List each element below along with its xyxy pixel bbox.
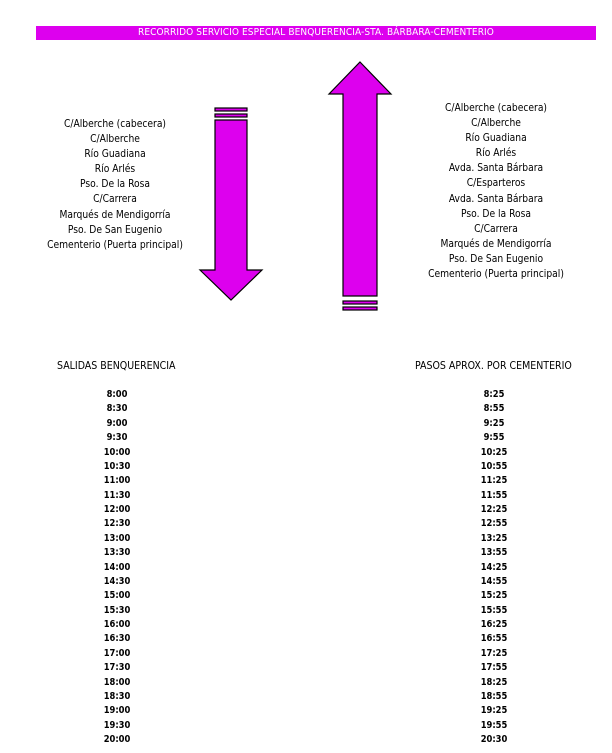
cemetery-times <box>473 388 515 747</box>
departure-time: 20:00 <box>103 734 131 745</box>
cemetery-pass-time: 18:55 <box>480 690 508 702</box>
route-stop: Marqués de Mendigorría <box>59 209 171 221</box>
departure-time: 15:00 <box>103 590 131 602</box>
cemetery-pass-time: 15:25 <box>480 590 508 602</box>
route-up-stops <box>420 101 572 282</box>
route-stop: C/Carrera <box>93 194 137 206</box>
cemetery-pass-time: 17:25 <box>480 647 508 659</box>
route-stop: Río Arlés <box>94 164 136 176</box>
cemetery-heading: PASOS APROX. POR CEMENTERIO <box>415 360 572 372</box>
cemetery-pass-time: 12:25 <box>480 504 508 515</box>
route-stop: Cementerio (Puerta principal) <box>428 269 564 281</box>
departure-time: 18:30 <box>103 690 131 702</box>
route-stop: Avda. Santa Bárbara <box>448 163 544 175</box>
departure-time: 11:00 <box>103 475 131 487</box>
departure-time: 14:30 <box>103 575 131 587</box>
cemetery-pass-time: 12:55 <box>480 518 508 530</box>
cemetery-pass-time: 17:55 <box>480 662 508 674</box>
departures-heading: SALIDAS BENQUERENCIA <box>57 360 176 372</box>
cemetery-pass-time: 19:25 <box>480 705 508 717</box>
route-stop: Marqués de Mendigorría <box>440 238 552 250</box>
cemetery-pass-time: 9:25 <box>483 417 505 429</box>
departure-time: 8:00 <box>106 389 128 400</box>
departure-time: 12:00 <box>103 504 131 515</box>
cemetery-pass-time: 15:55 <box>480 604 508 616</box>
departure-time: 8:30 <box>106 403 128 415</box>
route-stop: C/Alberche <box>90 134 140 146</box>
route-stop: Cementerio (Puerta principal) <box>47 239 183 251</box>
departure-time: 16:30 <box>103 633 131 645</box>
departure-time: 12:30 <box>103 518 131 530</box>
departure-time: 13:30 <box>103 547 131 559</box>
cemetery-pass-time: 8:25 <box>483 389 505 400</box>
route-stop: Río Guadiana <box>465 133 527 145</box>
route-stop: Pso. De la Rosa <box>461 208 531 220</box>
departure-time: 10:00 <box>103 446 131 458</box>
route-stop: Río Guadiana <box>84 149 146 161</box>
cemetery-pass-time: 20:30 <box>480 734 508 745</box>
departure-time: 9:00 <box>106 417 128 429</box>
departure-time: 10:30 <box>103 460 131 472</box>
cemetery-pass-time: 16:25 <box>480 619 508 630</box>
route-stop: Avda. Santa Bárbara <box>448 193 544 205</box>
cemetery-pass-time: 10:55 <box>480 460 508 472</box>
departures-times <box>96 388 138 747</box>
route-stop: Pso. De San Eugenio <box>67 224 163 236</box>
route-stop: Pso. De San Eugenio <box>448 253 544 265</box>
departure-time: 9:30 <box>106 432 128 444</box>
cemetery-pass-time: 8:55 <box>483 403 505 415</box>
departure-time: 13:00 <box>103 532 131 544</box>
cemetery-pass-time: 18:25 <box>480 676 508 688</box>
cemetery-pass-time: 16:55 <box>480 633 508 645</box>
route-stop: C/Esparteros <box>466 178 526 190</box>
departure-time: 17:00 <box>103 647 131 659</box>
route-stop: C/Carrera <box>474 223 518 235</box>
cemetery-pass-time: 14:55 <box>480 575 508 587</box>
departure-time: 11:30 <box>103 489 131 501</box>
cemetery-pass-time: 13:25 <box>480 532 508 544</box>
departure-time: 19:00 <box>103 705 131 717</box>
departure-time: 19:30 <box>103 719 131 731</box>
departure-time: 17:30 <box>103 662 131 674</box>
departure-time: 16:00 <box>103 619 131 630</box>
route-stop: C/Alberche (cabecera) <box>63 119 167 130</box>
cemetery-pass-time: 14:25 <box>480 561 508 573</box>
departure-time: 15:30 <box>103 604 131 616</box>
route-stop: Pso. De la Rosa <box>80 179 150 191</box>
route-stop: C/Alberche (cabecera) <box>444 103 548 114</box>
route-down-stops <box>40 117 190 253</box>
arrow-down-icon <box>198 106 266 302</box>
cemetery-pass-time: 13:55 <box>480 547 508 559</box>
arrow-up-icon <box>326 60 394 314</box>
cemetery-pass-time: 19:55 <box>480 719 508 731</box>
cemetery-pass-time: 9:55 <box>483 432 505 444</box>
departure-time: 14:00 <box>103 561 131 573</box>
cemetery-pass-time: 10:25 <box>480 446 508 458</box>
title-banner: RECORRIDO SERVICIO ESPECIAL BENQUERENCIA-STA. BÁRBARA-CEMENTERIO <box>36 26 596 40</box>
cemetery-pass-time: 11:25 <box>480 475 508 487</box>
route-stop: Río Arlés <box>475 148 517 160</box>
route-stop: C/Alberche <box>471 118 521 130</box>
departure-time: 18:00 <box>103 676 131 688</box>
cemetery-pass-time: 11:55 <box>480 489 508 501</box>
